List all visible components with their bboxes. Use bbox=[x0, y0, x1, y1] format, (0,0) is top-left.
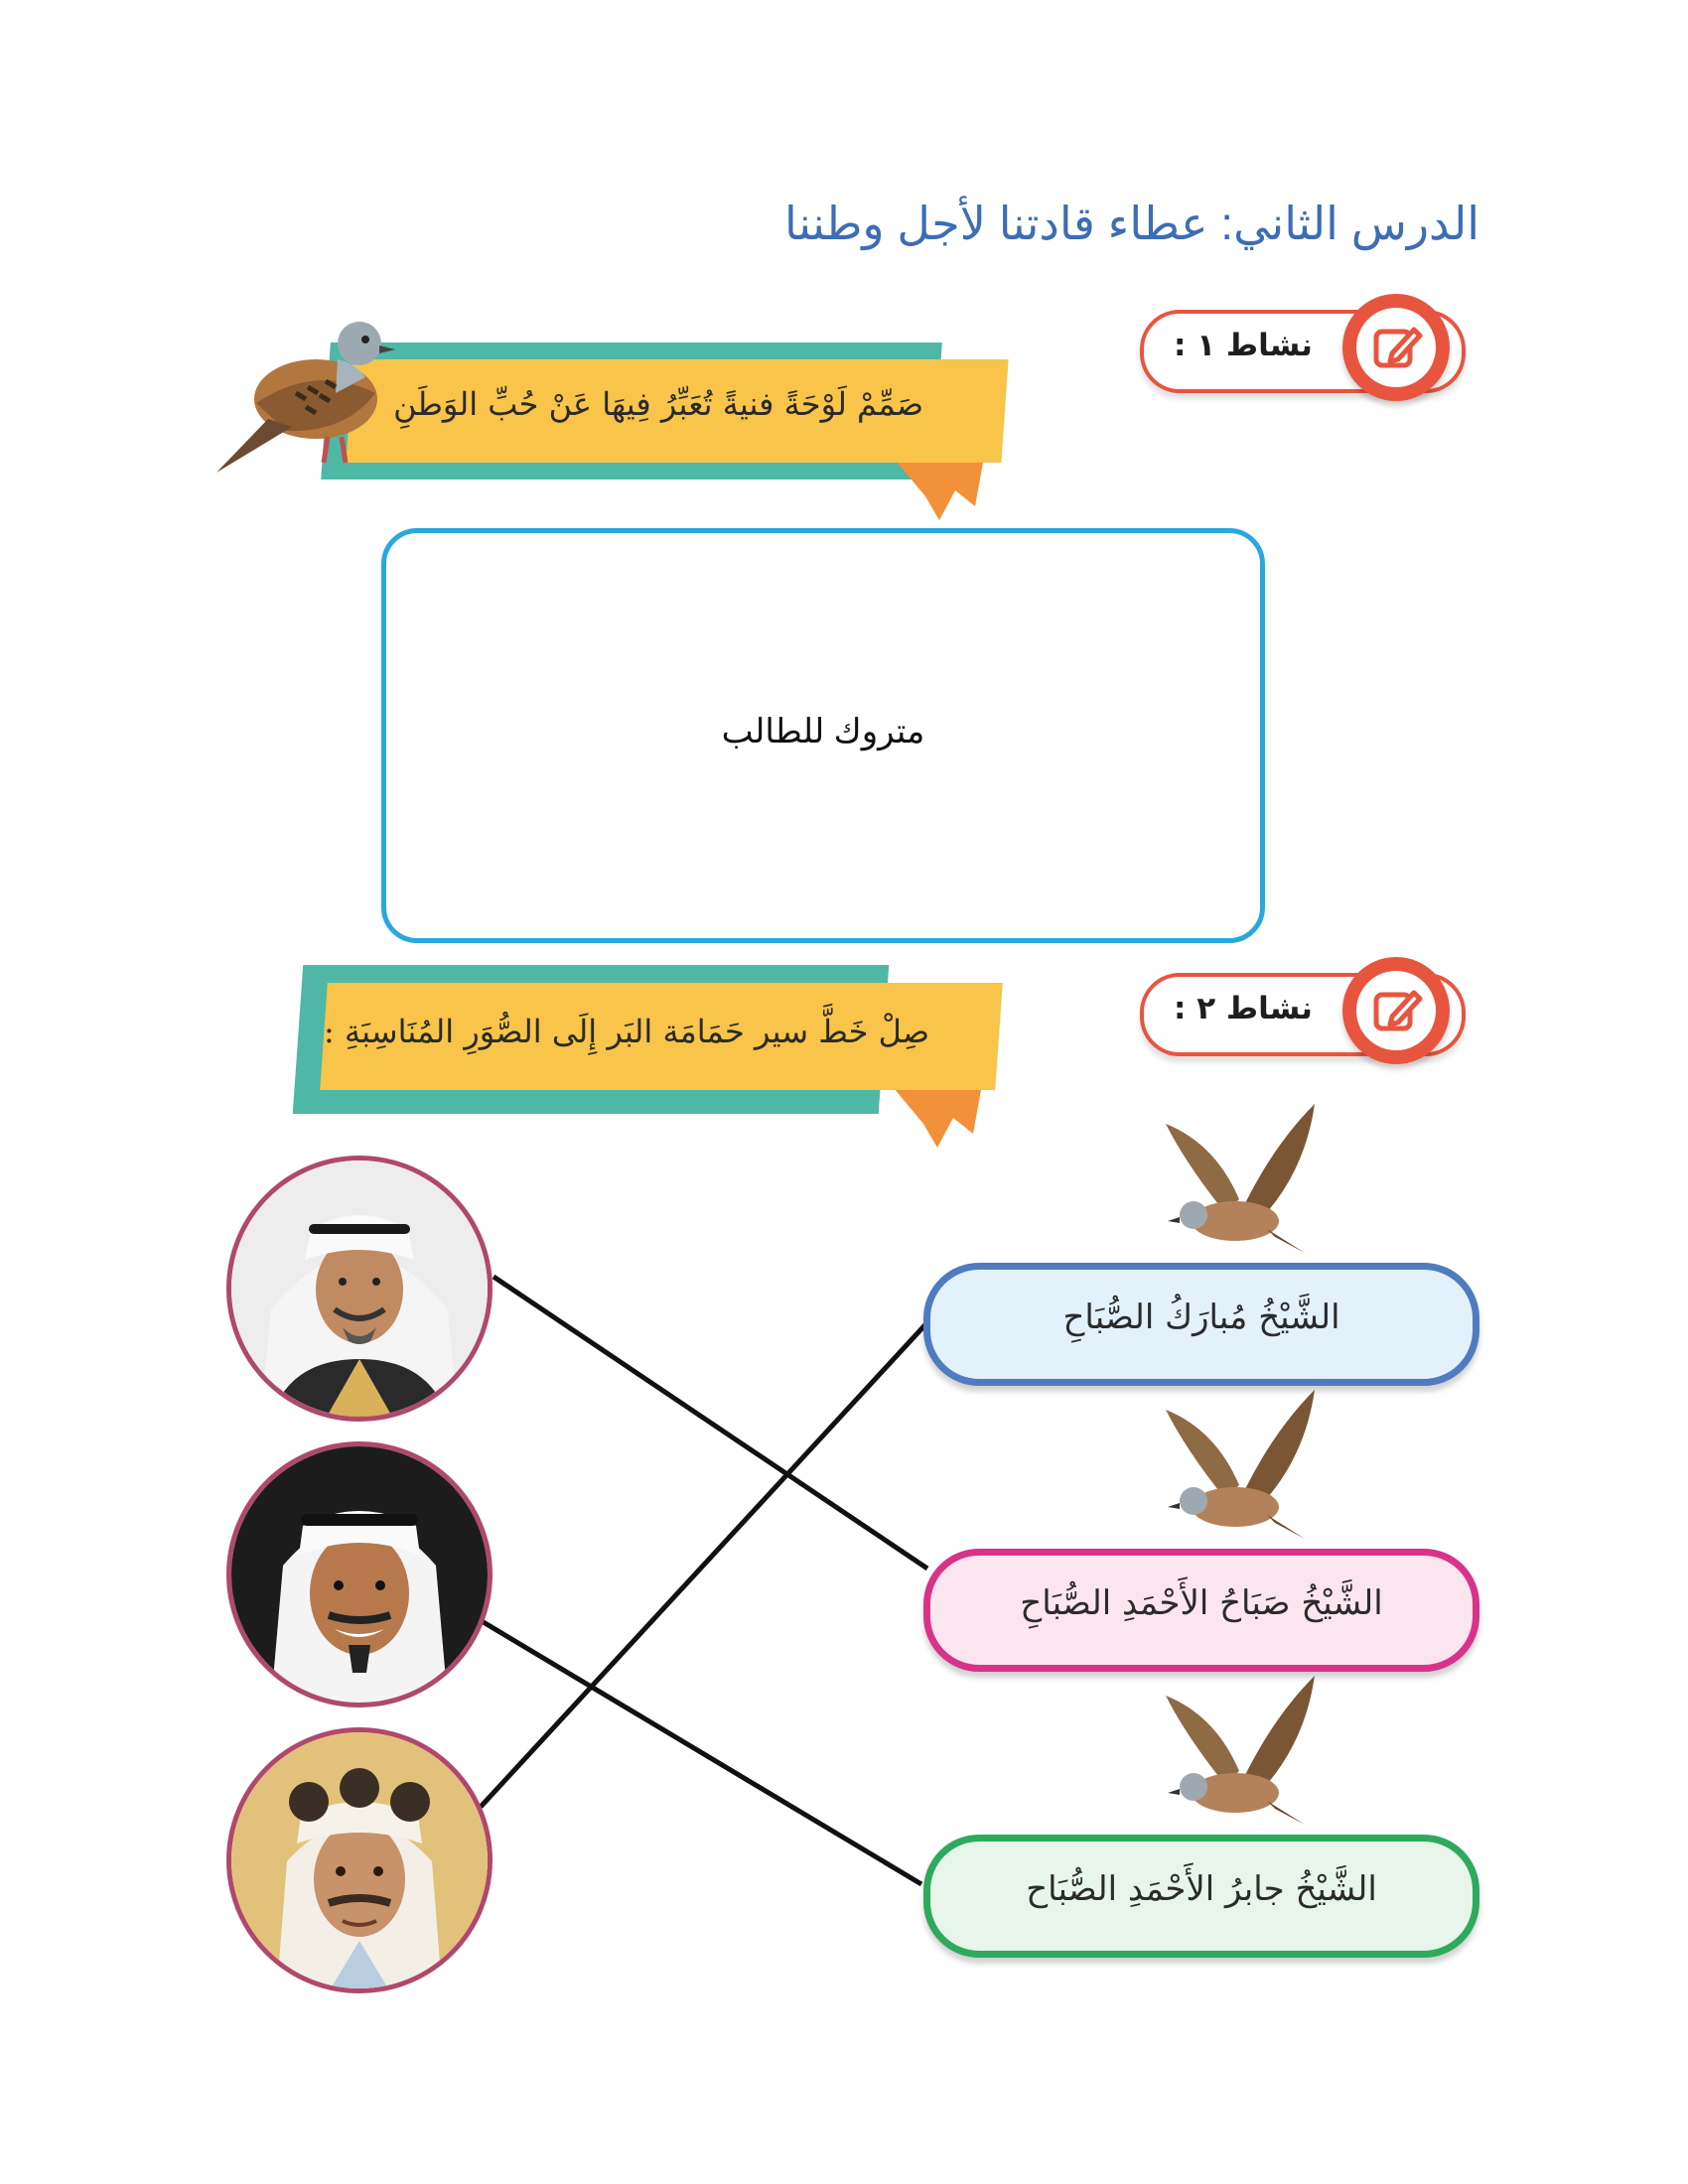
frame-placeholder-text: متروك للطالب bbox=[721, 713, 925, 751]
portrait-3[interactable] bbox=[226, 1727, 492, 1993]
name-label: الشَّيْخُ مُبارَكُ الصُّبَاحِ bbox=[1062, 1297, 1340, 1337]
name-label: الشَّيْخُ جابرُ الأَحْمَدِ الصُّبَاح bbox=[1026, 1869, 1377, 1909]
name-label: الشَّيْخُ صَبَاحُ الأَحْمَدِ الصُّبَاحِ bbox=[1020, 1583, 1383, 1623]
lesson-title: الدرس الثاني: عطاء قادتنا لأجل وطننا bbox=[784, 198, 1479, 249]
connection-line bbox=[493, 1277, 927, 1569]
connection-line bbox=[481, 1320, 929, 1807]
activity-2-instruction: صِلْ خَطَّ سير حَمَامَة البَر إِلَى الصُّوَرِ المُنَاسِبَةِ : bbox=[324, 1013, 929, 1050]
flying-dove-illustration bbox=[1156, 1390, 1321, 1549]
name-pill-1[interactable] bbox=[923, 1263, 1479, 1386]
activity-1-instruction: صَمِّمْ لَوْحَةً فنيةً تُعَبِّرُ فِيهَا عَنْ حُبِّ الوَطَنِ bbox=[393, 385, 923, 423]
activity-1-label: نشاط ١ : bbox=[1174, 328, 1313, 363]
name-pill-2[interactable] bbox=[923, 1549, 1479, 1672]
activity-2-label: نشاط ٢ : bbox=[1174, 991, 1313, 1026]
name-pill-3[interactable] bbox=[923, 1835, 1479, 1958]
portrait-2[interactable] bbox=[226, 1441, 492, 1707]
connection-line bbox=[477, 1618, 921, 1884]
portrait-1[interactable] bbox=[226, 1156, 492, 1422]
flying-dove-illustration bbox=[1156, 1676, 1321, 1835]
flying-dove-illustration bbox=[1156, 1104, 1321, 1263]
